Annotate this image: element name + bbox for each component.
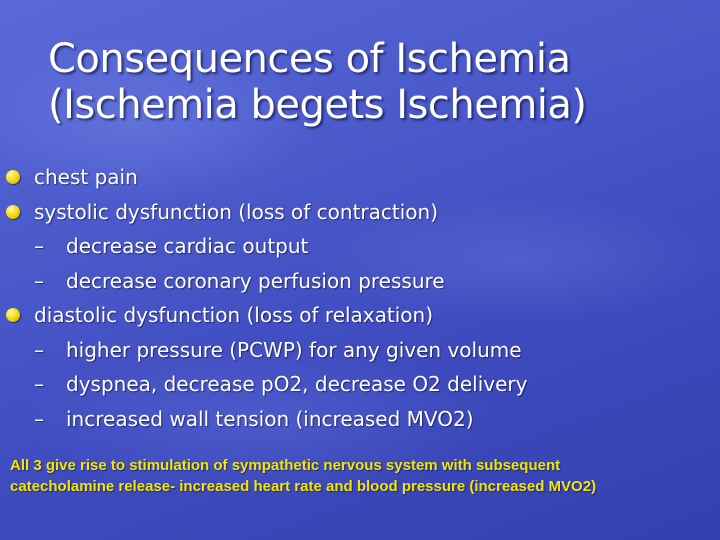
bullet-item: [6, 160, 706, 195]
sub-bullet-text: dyspnea, decrease pO2, decrease O2 delivery: [66, 372, 528, 396]
sub-bullet-text: higher pressure (PCWP) for any given volume: [66, 337, 522, 362]
dash-icon: –: [34, 372, 44, 396]
slide-title-line-1: Consequences of Ischemia: [48, 36, 571, 82]
sub-bullet-item: [6, 367, 706, 402]
sub-bullet-item: [6, 229, 706, 264]
dash-icon: –: [34, 406, 44, 431]
bullet-text: systolic dysfunction (loss of contraction): [34, 199, 438, 224]
bullet-text: diastolic dysfunction (loss of relaxation): [34, 303, 434, 327]
bullet-item: [6, 298, 706, 333]
sub-bullet-item: [6, 264, 706, 299]
dash-icon: –: [34, 268, 44, 293]
dash-icon: –: [34, 337, 44, 362]
dash-icon: –: [34, 234, 44, 258]
bullet-dot-icon: [6, 170, 20, 184]
footer-note: [10, 455, 716, 497]
bullet-dot-icon: [6, 205, 20, 219]
sub-bullet-text: decrease cardiac output: [66, 234, 309, 258]
bullet-text: chest pain: [34, 165, 138, 189]
slide-title: [48, 36, 688, 128]
bullet-dot-icon: [6, 308, 20, 322]
sub-bullet-text: decrease coronary perfusion pressure: [66, 268, 445, 293]
bullet-item: [6, 195, 706, 230]
sub-bullet-item: [6, 402, 706, 437]
footer-line-2: catecholamine release- increased heart rate and blood pressure (increased MVO2): [10, 478, 597, 495]
sub-bullet-item: [6, 333, 706, 368]
slide-title-line-2: (Ischemia begets Ischemia): [48, 82, 587, 128]
footer-line-1: All 3 give rise to stimulation of sympathetic nervous system with subsequent: [10, 457, 561, 474]
sub-bullet-text: increased wall tension (increased MVO2): [66, 406, 474, 431]
bullet-list: [6, 160, 706, 436]
